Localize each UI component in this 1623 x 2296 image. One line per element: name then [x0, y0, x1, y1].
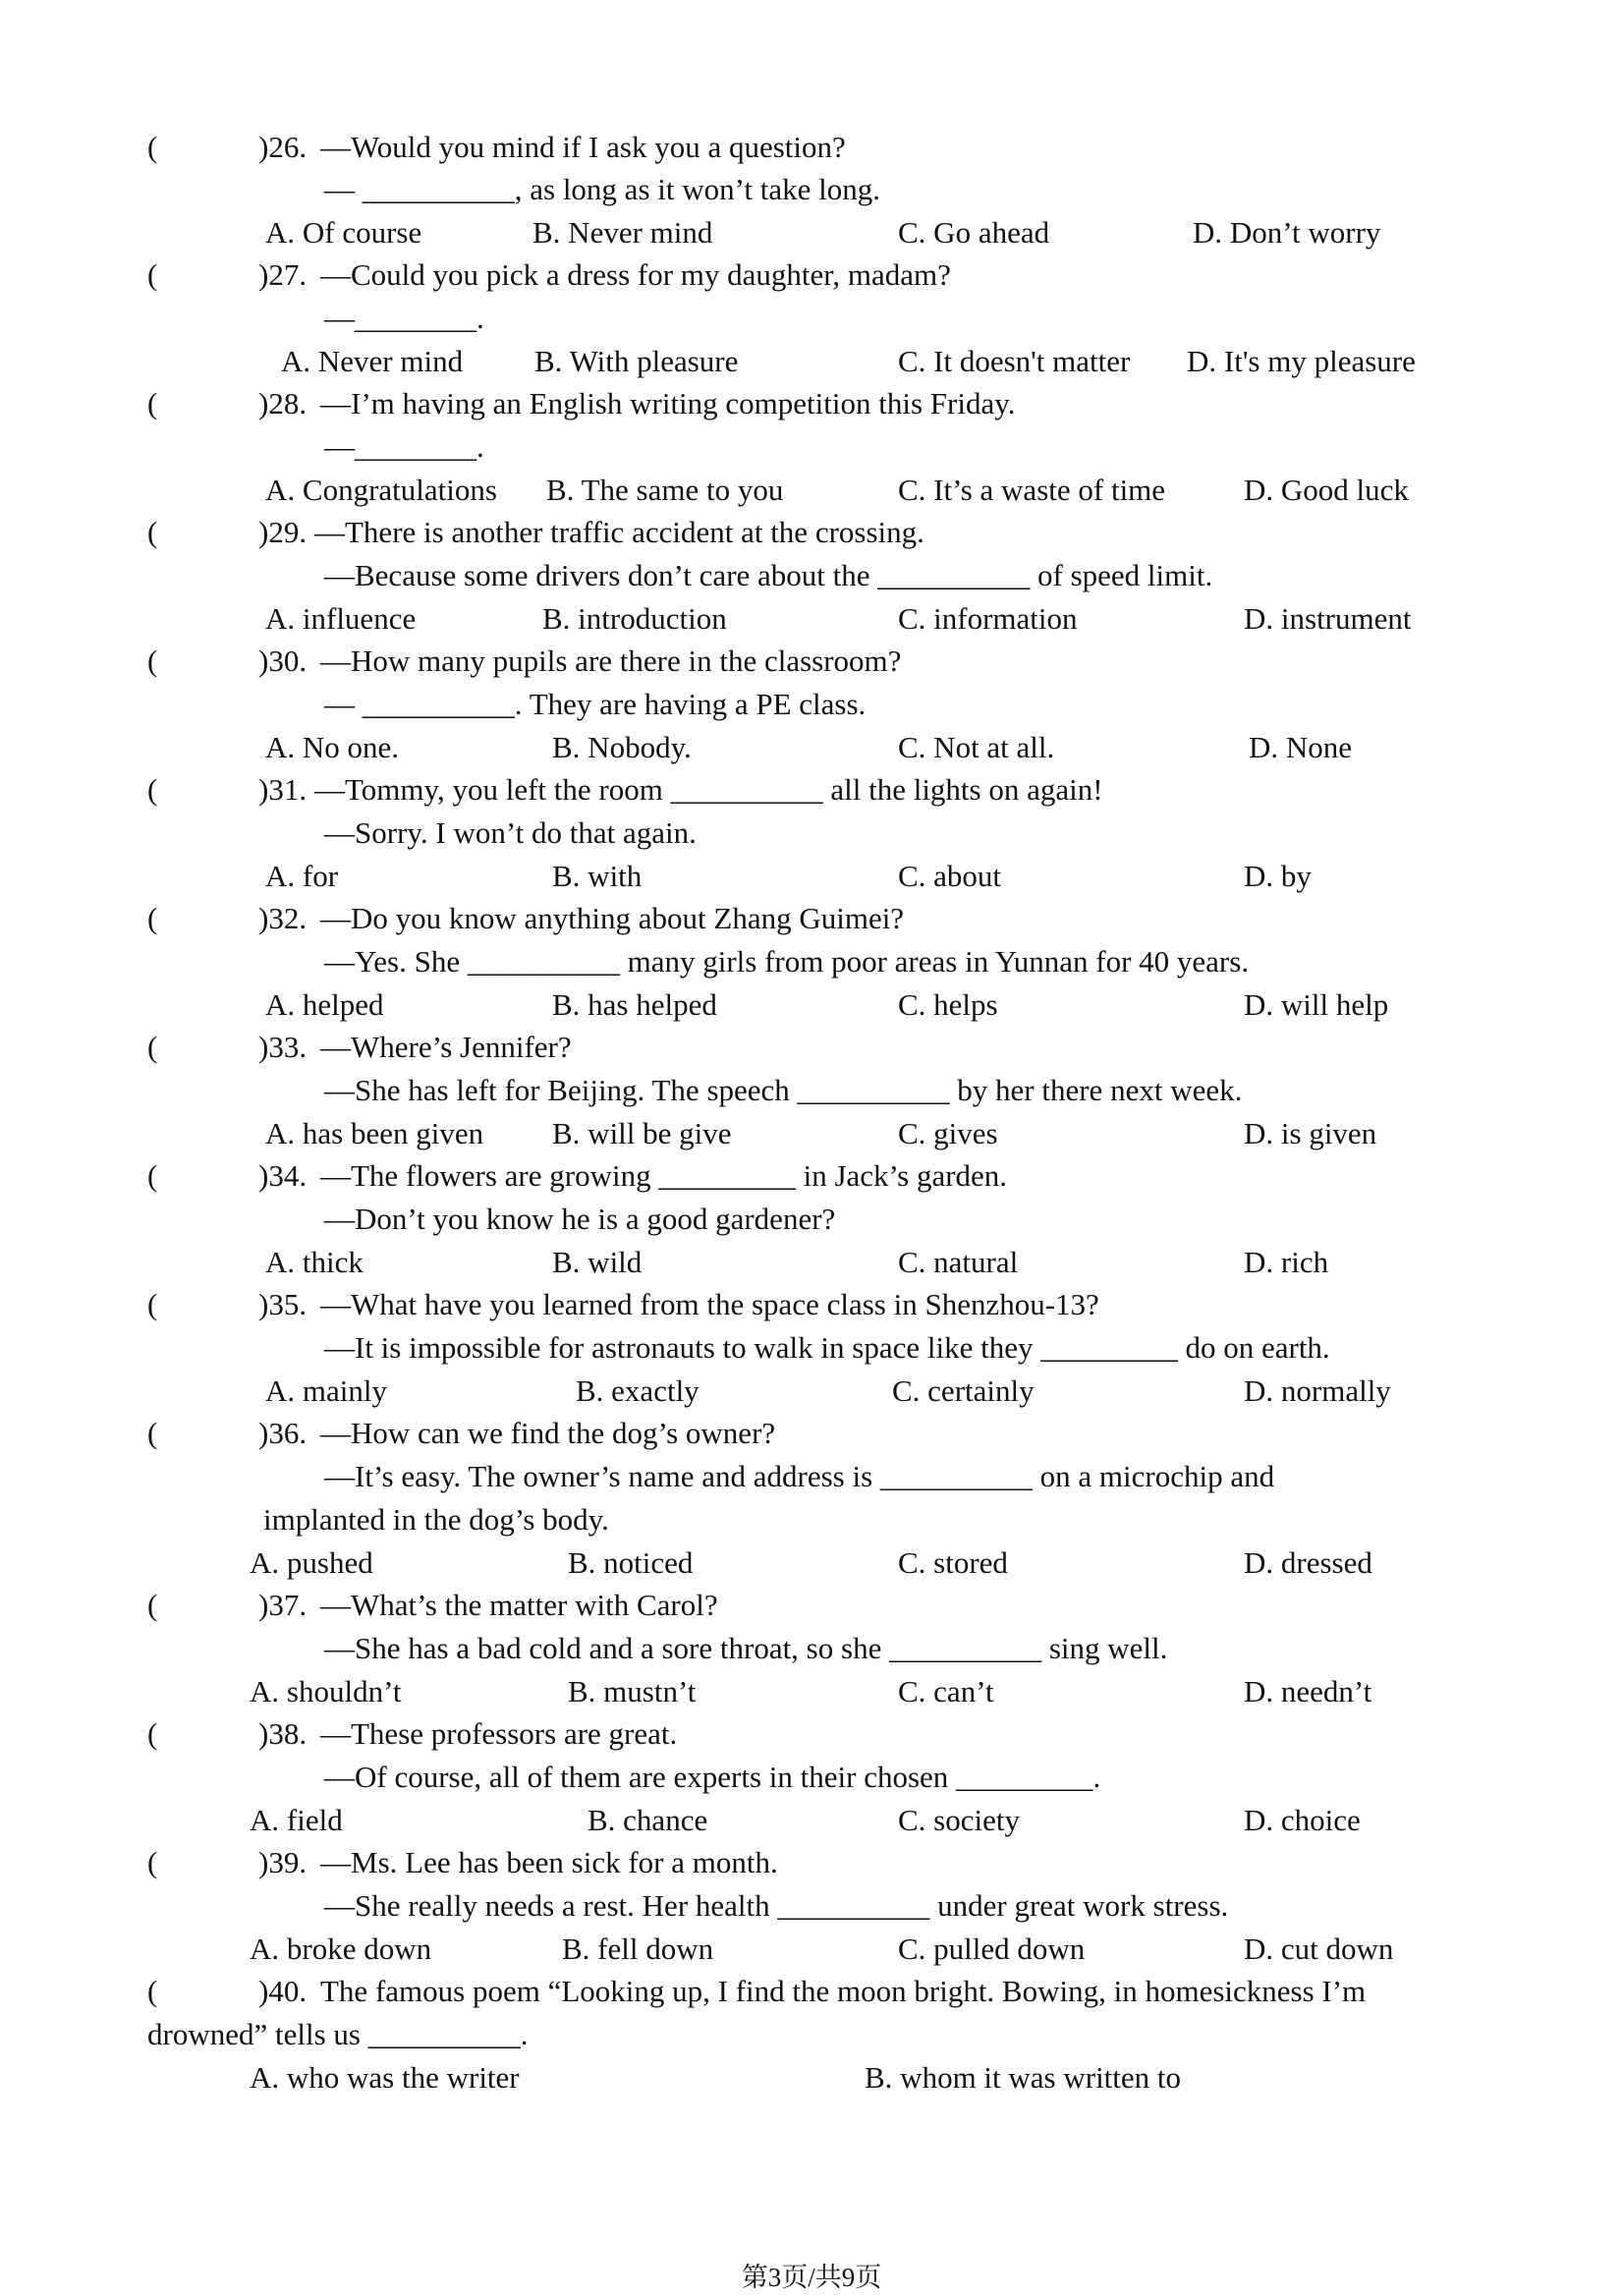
answer-paren: (	[147, 1845, 158, 1879]
option-b: B. wild	[552, 1245, 643, 1279]
question-prompt: —What’s the matter with Carol?	[320, 1588, 718, 1622]
option-a: A. influence	[265, 601, 417, 636]
question-reply: —She has left for Beijing. The speech __________ by her there next week.	[324, 1073, 1243, 1107]
option-b: B. The same to you	[546, 473, 784, 507]
option-d: D. Don’t worry	[1193, 215, 1381, 250]
option-c: C. Not at all.	[898, 730, 1055, 764]
option-d: D. will help	[1244, 987, 1389, 1022]
option-a: A. has been given	[265, 1116, 484, 1150]
option-c: C. stored	[898, 1545, 1008, 1580]
answer-paren: (	[147, 1287, 158, 1321]
question-reply: —Sorry. I won’t do that again.	[324, 815, 697, 850]
answer-paren: (	[147, 1716, 158, 1751]
option-b: B. mustn’t	[568, 1674, 697, 1708]
option-c: C. about	[898, 859, 1002, 893]
question-prompt: —These professors are great.	[320, 1716, 678, 1751]
question-prompt: —Could you pick a dress for my daughter, madam?	[320, 257, 951, 292]
question-reply: —________.	[324, 301, 484, 335]
option-c: C. gives	[898, 1116, 998, 1150]
option-c: C. pulled down	[898, 1932, 1086, 1966]
question-number: )30.	[258, 644, 308, 678]
page-number: 第3页/共9页	[741, 2263, 882, 2292]
question-reply: —Don’t you know he is a good gardener?	[324, 1202, 836, 1236]
question-reply: —She has a bad cold and a sore throat, so she __________ sing well.	[324, 1631, 1168, 1665]
answer-paren: (	[147, 1158, 158, 1193]
question-number: )40.	[258, 1974, 308, 2008]
answer-paren: (	[147, 1974, 158, 2008]
question-reply: —She really needs a rest. Her health __________ under great work stress.	[324, 1888, 1229, 1923]
question-number: )31.	[258, 772, 308, 807]
option-a: A. field	[250, 1803, 343, 1837]
question-number: )39.	[258, 1845, 308, 1879]
answer-paren: (	[147, 644, 158, 678]
option-b: B. With pleasure	[534, 344, 739, 378]
question-prompt: —How many pupils are there in the classroom?	[320, 644, 902, 678]
option-c: C. can’t	[898, 1674, 994, 1708]
option-a: A. thick	[265, 1245, 364, 1279]
question-prompt: —Tommy, you left the room __________ all the lights on again!	[314, 772, 1103, 807]
option-d: D. Good luck	[1244, 473, 1409, 507]
answer-paren: (	[147, 257, 158, 292]
option-d: D. by	[1244, 859, 1312, 893]
answer-paren: (	[147, 386, 158, 420]
question-prompt: —Where’s Jennifer?	[320, 1030, 572, 1064]
option-b: B. whom it was written to	[865, 2060, 1182, 2095]
question-prompt: —Do you know anything about Zhang Guimei?	[320, 901, 905, 935]
question-reply: —Of course, all of them are experts in their chosen _________.	[324, 1760, 1101, 1794]
answer-paren: (	[147, 772, 158, 807]
question-reply: — __________, as long as it won’t take long.	[324, 172, 880, 206]
question-prompt: —There is another traffic accident at the crossing.	[314, 515, 924, 549]
question-number: )26.	[258, 130, 308, 164]
option-d: D. rich	[1244, 1245, 1329, 1279]
option-a: A. shouldn’t	[250, 1674, 402, 1708]
question-prompt-continued: drowned” tells us __________.	[147, 2017, 529, 2051]
question-number: )28.	[258, 386, 308, 420]
answer-paren: (	[147, 515, 158, 549]
question-prompt: —The flowers are growing _________ in Jack’s garden.	[320, 1158, 1008, 1193]
option-d: D. None	[1249, 730, 1353, 764]
option-c: C. It’s a waste of time	[898, 473, 1166, 507]
option-d: D. needn’t	[1244, 1674, 1372, 1708]
question-number: )38.	[258, 1716, 308, 1751]
question-reply: —It is impossible for astronauts to walk in space like they _________ do on earth.	[324, 1330, 1330, 1365]
option-b: B. Nobody.	[552, 730, 692, 764]
option-b: B. noticed	[568, 1545, 694, 1580]
question-number: )33.	[258, 1030, 308, 1064]
option-b: B. with	[552, 859, 643, 893]
question-number: )34.	[258, 1158, 308, 1193]
option-a: A. broke down	[250, 1932, 432, 1966]
option-d: D. cut down	[1244, 1932, 1394, 1966]
option-b: B. exactly	[576, 1373, 700, 1408]
option-d: D. is given	[1244, 1116, 1377, 1150]
option-a: A. for	[265, 859, 339, 893]
answer-paren: (	[147, 1416, 158, 1450]
question-reply: —Because some drivers don’t care about the __________ of speed limit.	[324, 558, 1213, 592]
option-a: A. helped	[265, 987, 384, 1022]
question-number: )29.	[258, 515, 308, 549]
option-c: C. society	[898, 1803, 1020, 1837]
option-a: A. who was the writer	[250, 2060, 520, 2095]
question-prompt: —Ms. Lee has been sick for a month.	[320, 1845, 778, 1879]
question-prompt: The famous poem “Looking up, I find the moon bright. Bowing, in homesickness I’m	[320, 1974, 1367, 2008]
question-prompt: —Would you mind if I ask you a question?	[320, 130, 846, 164]
question-reply: —It’s easy. The owner’s name and address is __________ on a microchip and	[324, 1459, 1275, 1493]
answer-paren: (	[147, 1030, 158, 1064]
option-b: B. chance	[588, 1803, 708, 1837]
question-reply-continued: implanted in the dog’s body.	[263, 1502, 609, 1537]
question-prompt: —I’m having an English writing competition this Friday.	[320, 386, 1016, 420]
answer-paren: (	[147, 130, 158, 164]
answer-paren: (	[147, 1588, 158, 1622]
option-c: C. certainly	[892, 1373, 1035, 1408]
option-a: A. Of course	[265, 215, 422, 250]
option-c: C. It doesn't matter	[898, 344, 1131, 378]
question-prompt: —How can we find the dog’s owner?	[320, 1416, 776, 1450]
option-b: B. has helped	[552, 987, 717, 1022]
question-number: )37.	[258, 1588, 308, 1622]
option-a: A. mainly	[265, 1373, 387, 1408]
option-b: B. fell down	[562, 1932, 714, 1966]
question-reply: —Yes. She __________ many girls from poor areas in Yunnan for 40 years.	[324, 944, 1250, 979]
option-a: A. pushed	[250, 1545, 373, 1580]
option-d: D. instrument	[1244, 601, 1412, 636]
option-b: B. introduction	[542, 601, 727, 636]
option-c: C. Go ahead	[898, 215, 1050, 250]
option-a: A. Congratulations	[265, 473, 497, 507]
question-number: )27.	[258, 257, 308, 292]
option-c: C. natural	[898, 1245, 1019, 1279]
question-reply: —________.	[324, 429, 484, 464]
answer-paren: (	[147, 901, 158, 935]
option-b: B. will be give	[552, 1116, 732, 1150]
option-c: C. helps	[898, 987, 998, 1022]
option-d: D. normally	[1244, 1373, 1391, 1408]
option-a: A. Never mind	[281, 344, 464, 378]
question-number: )32.	[258, 901, 308, 935]
option-d: D. It's my pleasure	[1187, 344, 1416, 378]
option-a: A. No one.	[265, 730, 400, 764]
question-prompt: —What have you learned from the space class in Shenzhou-13?	[320, 1287, 1099, 1321]
question-number: )35.	[258, 1287, 308, 1321]
question-reply: — __________. They are having a PE class.	[324, 687, 867, 721]
question-number: )36.	[258, 1416, 308, 1450]
option-b: B. Never mind	[532, 215, 713, 250]
option-c: C. information	[898, 601, 1078, 636]
option-d: D. choice	[1244, 1803, 1361, 1837]
option-d: D. dressed	[1244, 1545, 1372, 1580]
